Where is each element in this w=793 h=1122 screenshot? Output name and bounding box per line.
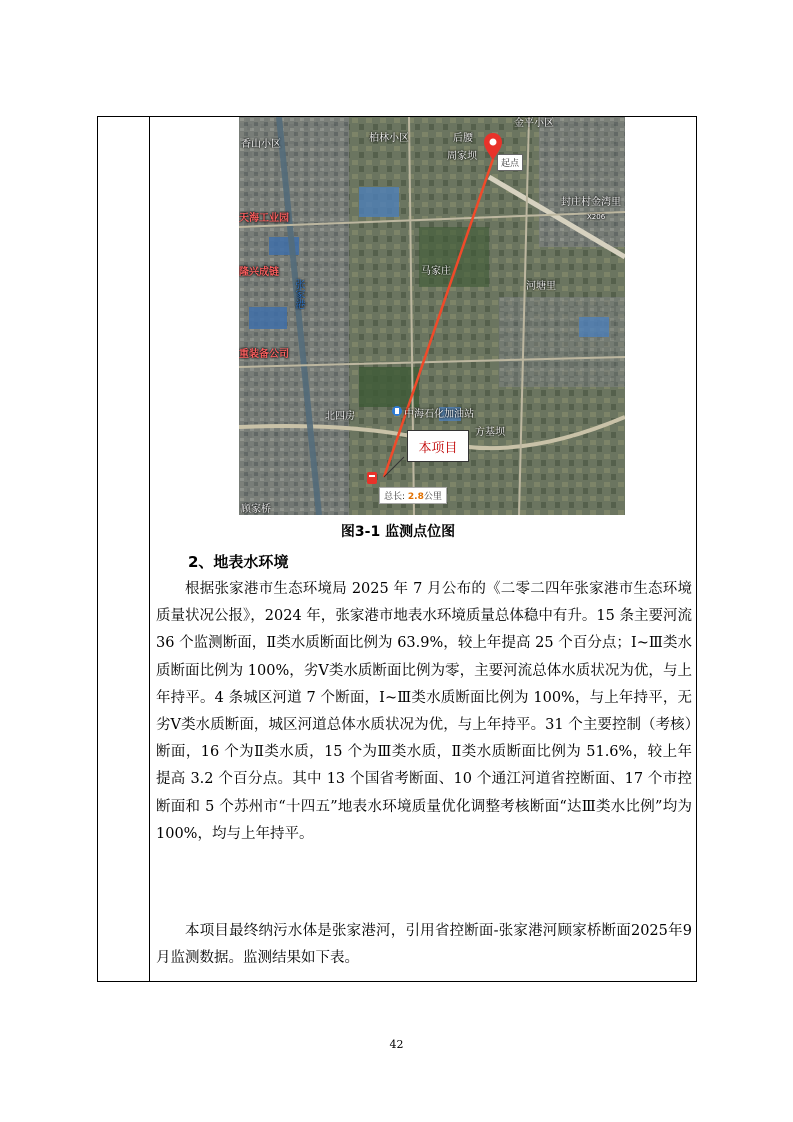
map-label-fengzhuang: 封庄村金湾里 <box>561 197 621 208</box>
page-number: 42 <box>389 1038 404 1051</box>
map-label-fangjiba: 方基坝 <box>475 427 505 438</box>
total-length-label: 总长: <box>384 492 406 502</box>
map-label-shanshan: 香山小区 <box>241 139 281 150</box>
body-paragraph-1: 根据张家港市生态环境局 2025 年 7 月公布的《二零二四年张家港市生态环境质量状况公报》，2024 年，张家港市地表水环境质量总体稳中有升。15 条主要河流 36 个监测断面，Ⅱ类水质断面比例为 63.9%，较上年提高 25 个百分点；Ⅰ~Ⅲ类水质断面比例为 100%，劣Ⅴ类水质断面比例为零，主要河流总体水质状况为优，与上年持平。4 条城区河道 7 个断面，Ⅰ~Ⅲ类水质断面比例为 100%，与上年持平，无劣Ⅴ类水质断面，城区河道总体水质状况为优，与上年持平。31 个主要控制（考核）断面，16 个为Ⅱ类水质，15 个为Ⅲ类水质，Ⅱ类水质断面比例为 51.6%，较上年提高 3.2 个百分点。其中 13 个国省考断面、10 个通江河道省控断面、17 个市控断面和 5 个苏州市“十四五”地表水环境质量优化调整考核断面“达Ⅲ类水比例”均为 100%，均与上年持平。 <box>156 581 692 842</box>
map-label-hetangli: 河塘里 <box>526 281 556 292</box>
total-length-value: 2.8 <box>407 492 424 502</box>
map-label-equipment: 重装备公司 <box>239 349 289 360</box>
section-heading: 2、地表水环境 <box>188 553 289 571</box>
map-label-majiazhuang: 马家庄 <box>421 266 451 277</box>
map-label-zhoujiaba: 周家坝 <box>447 151 477 162</box>
map-label-top-community: 金平小区 <box>514 118 554 129</box>
start-label: 起点 <box>497 154 523 171</box>
map-label-hou: 后腰 <box>453 133 473 144</box>
total-length-box <box>379 487 447 504</box>
table-left-column <box>98 117 150 981</box>
end-marker-icon <box>367 472 377 484</box>
satellite-map <box>239 117 625 515</box>
map-label-gujiaqiao: 顾家桥 <box>241 504 271 515</box>
map-label-tianhai: 天海工业园 <box>239 213 289 224</box>
map-label-river: 张家港 <box>293 279 304 309</box>
map-label-longxing: 隆兴成链 <box>239 267 279 278</box>
body-paragraph-2: 本项目最终纳污水体是张家港河，引用省控断面-张家港河顾家桥断面2025年9月监测数据。监测结果如下表。 <box>156 923 692 967</box>
map-label-beisifang: 北四房 <box>325 411 355 422</box>
map-label-gas-station: 中海石化加油站 <box>404 409 474 420</box>
figure-caption: 图3-1 监测点位图 <box>340 524 456 540</box>
gas-station-icon <box>392 406 402 416</box>
document-table-frame <box>97 116 697 982</box>
map-label-x206: X206 <box>587 213 606 221</box>
map-label-bailin: 柏林小区 <box>369 133 409 144</box>
project-callout: 本项目 <box>407 430 469 462</box>
total-length-unit: 公里 <box>423 492 442 502</box>
